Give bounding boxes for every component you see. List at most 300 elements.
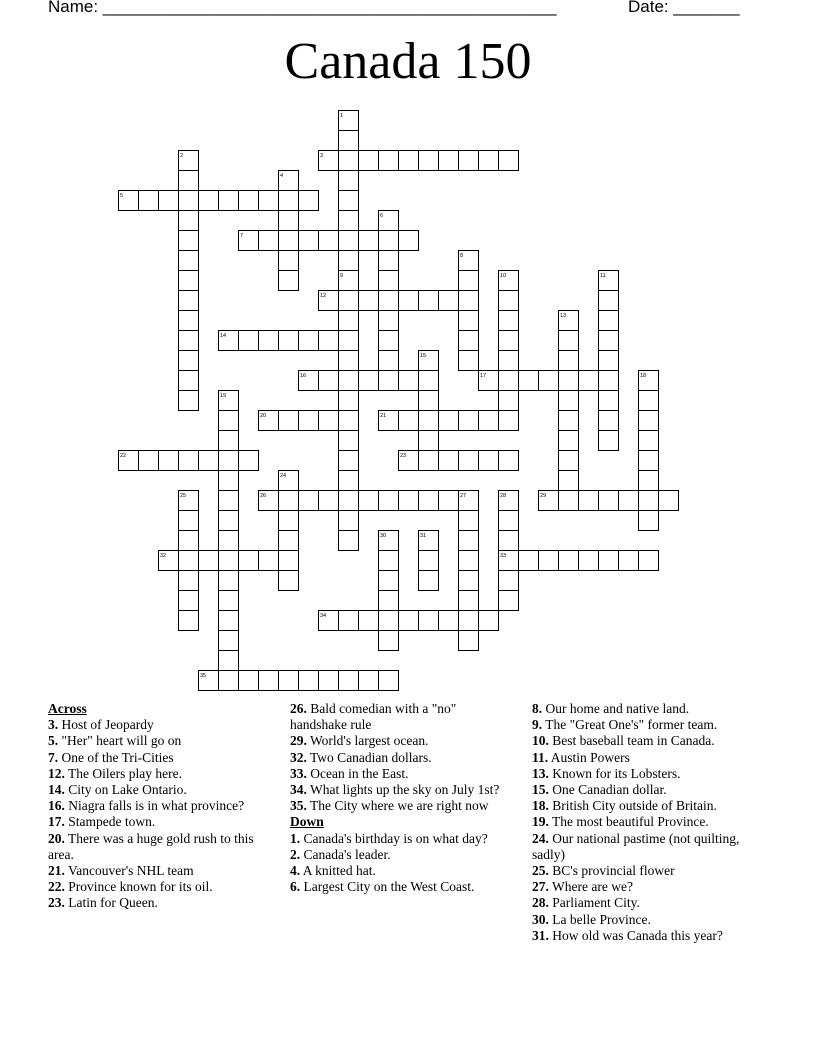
grid-cell[interactable] [359, 291, 379, 311]
grid-cell[interactable] [379, 571, 399, 591]
grid-cell[interactable] [299, 231, 319, 251]
clue-item [290, 863, 515, 879]
grid-cell[interactable] [219, 411, 239, 431]
grid-cell[interactable] [419, 431, 439, 451]
clue-number: 30. [532, 911, 549, 927]
grid-cell[interactable] [319, 371, 339, 391]
grid-cell[interactable] [639, 391, 659, 411]
grid-cell[interactable] [339, 451, 359, 471]
grid-cell[interactable] [259, 551, 279, 571]
grid-cell[interactable] [499, 311, 519, 331]
cell-number: 28 [500, 493, 507, 499]
cell-number: 18 [640, 373, 647, 379]
grid-cell[interactable] [199, 551, 219, 571]
grid-cell[interactable] [279, 551, 299, 571]
grid-cell[interactable] [399, 291, 419, 311]
cell-number: 29 [540, 493, 547, 499]
clue-number: 3. [48, 717, 59, 733]
grid-cell[interactable] [279, 231, 299, 251]
clue-item [48, 831, 273, 863]
grid-cell[interactable] [379, 231, 399, 251]
grid-cell[interactable] [179, 391, 199, 411]
grid-cell[interactable] [339, 231, 359, 251]
clue-number: 28. [532, 895, 549, 911]
grid-cell[interactable] [339, 291, 359, 311]
grid-cell[interactable] [299, 491, 319, 511]
grid-cell[interactable] [459, 311, 479, 331]
grid-cell[interactable] [319, 671, 339, 691]
grid-cell[interactable] [619, 551, 639, 571]
clue-text: Largest City on the West Coast. [300, 879, 475, 895]
grid-cell[interactable] [459, 271, 479, 291]
grid-cell[interactable] [339, 491, 359, 511]
grid-cell[interactable] [499, 371, 519, 391]
grid-cell[interactable] [499, 411, 519, 431]
grid-cell[interactable] [319, 231, 339, 251]
grid-cell[interactable] [219, 531, 239, 551]
clue-item [48, 782, 273, 798]
grid-cell[interactable] [179, 451, 199, 471]
grid-cell[interactable] [359, 231, 379, 251]
grid-cell[interactable] [339, 511, 359, 531]
grid-cell[interactable] [339, 351, 359, 371]
grid-cell[interactable] [219, 591, 239, 611]
grid-cell[interactable] [479, 411, 499, 431]
grid-cell[interactable] [579, 371, 599, 391]
grid-cell[interactable] [179, 551, 199, 571]
grid-cell[interactable] [379, 371, 399, 391]
clues-column-2 [290, 701, 515, 895]
grid-cell[interactable] [419, 151, 439, 171]
clue-text: BC's provincial flower [548, 863, 675, 879]
grid-cell[interactable] [379, 591, 399, 611]
clue-number: 10. [532, 733, 549, 749]
cell-number: 31 [420, 533, 427, 539]
grid-cell[interactable] [639, 431, 659, 451]
grid-cell[interactable] [179, 351, 199, 371]
grid-cell[interactable] [159, 451, 179, 471]
grid-cell[interactable] [479, 451, 499, 471]
grid-cell[interactable] [339, 611, 359, 631]
grid-cell[interactable] [279, 331, 299, 351]
grid-cell[interactable] [419, 551, 439, 571]
grid-cell[interactable] [299, 671, 319, 691]
grid-cell[interactable] [279, 271, 299, 291]
clue-text: How old was Canada this year? [548, 927, 723, 943]
cell-number: 4 [280, 173, 284, 179]
clue-text: World's largest ocean. [306, 733, 429, 749]
grid-cell[interactable] [219, 191, 239, 211]
grid-cell[interactable] [219, 651, 239, 671]
grid-cell[interactable] [419, 491, 439, 511]
grid-cell[interactable] [439, 151, 459, 171]
grid-cell[interactable] [379, 631, 399, 651]
clue-text: The City where we are right now [306, 798, 489, 814]
grid-cell[interactable] [279, 511, 299, 531]
grid-cell[interactable] [179, 191, 199, 211]
grid-cell[interactable] [339, 431, 359, 451]
grid-cell[interactable] [179, 311, 199, 331]
grid-cell[interactable] [559, 431, 579, 451]
cell-number: 3 [320, 153, 324, 159]
grid-cell[interactable] [179, 251, 199, 271]
clue-number: 24. [532, 830, 549, 846]
grid-cell[interactable] [219, 511, 239, 531]
cell-number: 11 [600, 273, 606, 279]
clue-number: 35. [290, 798, 307, 814]
grid-cell[interactable] [559, 471, 579, 491]
clue-number: 26. [290, 701, 307, 716]
grid-cell[interactable] [379, 271, 399, 291]
grid-cell[interactable] [639, 511, 659, 531]
grid-cell[interactable] [299, 411, 319, 431]
cell-number: 33 [500, 553, 507, 559]
grid-cell[interactable] [619, 491, 639, 511]
clue-number: 33. [290, 765, 307, 781]
cell-number: 16 [300, 373, 307, 379]
clue-number: 4. [290, 863, 301, 879]
grid-cell[interactable] [499, 331, 519, 351]
grid-cell[interactable] [259, 191, 279, 211]
grid-cell[interactable] [419, 571, 439, 591]
grid-cell[interactable] [219, 431, 239, 451]
grid-cell[interactable] [459, 631, 479, 651]
grid-cell[interactable] [599, 291, 619, 311]
grid-cell[interactable] [379, 611, 399, 631]
clue-text: Niagra falls is in what province? [64, 798, 245, 814]
grid-cell[interactable] [179, 171, 199, 191]
grid-cell[interactable] [359, 671, 379, 691]
grid-cell[interactable] [599, 491, 619, 511]
grid-cell[interactable] [379, 671, 399, 691]
clue-text: The most beautiful Province. [548, 814, 709, 830]
grid-cell[interactable] [499, 391, 519, 411]
grid-cell[interactable] [499, 531, 519, 551]
grid-cell[interactable] [499, 291, 519, 311]
grid-cell[interactable] [319, 411, 339, 431]
cell-number: 15 [420, 353, 427, 359]
clue-text: Our national pastime (not quilting, sadly) [532, 830, 740, 862]
grid-cell[interactable] [599, 391, 619, 411]
clue-number: 31. [532, 927, 549, 943]
grid-cell[interactable] [319, 491, 339, 511]
clue-number: 2. [290, 846, 301, 862]
grid-cell[interactable] [399, 611, 419, 631]
grid-cell[interactable] [339, 151, 359, 171]
grid-cell[interactable] [339, 331, 359, 351]
grid-cell[interactable] [219, 551, 239, 571]
grid-cell[interactable] [539, 551, 559, 571]
grid-cell[interactable] [419, 451, 439, 471]
grid-cell[interactable] [499, 591, 519, 611]
grid-cell[interactable] [439, 291, 459, 311]
grid-cell[interactable] [659, 491, 679, 511]
grid-cell[interactable] [339, 371, 359, 391]
grid-cell[interactable] [239, 191, 259, 211]
clue-item [532, 733, 772, 749]
grid-cell[interactable] [399, 151, 419, 171]
clue-item [532, 928, 772, 944]
clue-text: Two Canadian dollars. [306, 749, 432, 765]
grid-cell[interactable] [559, 391, 579, 411]
grid-cell[interactable] [579, 491, 599, 511]
grid-cell[interactable] [199, 451, 219, 471]
grid-cell[interactable] [399, 231, 419, 251]
grid-cell[interactable] [339, 471, 359, 491]
clue-text: Stampede town. [64, 814, 156, 830]
clue-number: 13. [532, 765, 549, 781]
clue-text: "Her" heart will go on [58, 733, 182, 749]
grid-cell[interactable] [339, 211, 359, 231]
grid-cell[interactable] [559, 451, 579, 471]
cell-number: 2 [180, 153, 184, 159]
grid-cell[interactable] [459, 611, 479, 631]
grid-cell[interactable] [379, 351, 399, 371]
grid-cell[interactable] [559, 551, 579, 571]
clue-item [290, 798, 515, 814]
grid-cell[interactable] [459, 351, 479, 371]
grid-cell[interactable] [179, 531, 199, 551]
cell-number: 10 [500, 273, 507, 279]
grid-cell[interactable] [359, 491, 379, 511]
grid-cell[interactable] [359, 611, 379, 631]
grid-cell[interactable] [239, 451, 259, 471]
clue-number: 23. [48, 895, 65, 911]
page-title: Canada 150 [284, 33, 532, 90]
clue-item [48, 863, 273, 879]
grid-cell[interactable] [459, 571, 479, 591]
grid-cell[interactable] [259, 331, 279, 351]
clue-text: One Canadian dollar. [548, 782, 667, 798]
grid-cell[interactable] [439, 611, 459, 631]
grid-cell[interactable] [639, 411, 659, 431]
clue-item [48, 895, 273, 911]
name-label: Name: ________________________________________________ [48, 0, 557, 16]
grid-cell[interactable] [239, 551, 259, 571]
grid-cell[interactable] [219, 631, 239, 651]
grid-cell[interactable] [419, 291, 439, 311]
grid-cell[interactable] [399, 491, 419, 511]
grid-cell[interactable] [319, 331, 339, 351]
grid-cell[interactable] [499, 511, 519, 531]
grid-cell[interactable] [419, 371, 439, 391]
clue-item [532, 895, 772, 911]
grid-cell[interactable] [219, 571, 239, 591]
grid-cell[interactable] [219, 491, 239, 511]
grid-cell[interactable] [599, 311, 619, 331]
grid-cell[interactable] [179, 231, 199, 251]
grid-cell[interactable] [559, 491, 579, 511]
grid-cell[interactable] [459, 531, 479, 551]
grid-cell[interactable] [379, 151, 399, 171]
grid-cell[interactable] [339, 531, 359, 551]
grid-cell[interactable] [339, 251, 359, 271]
grid-cell[interactable] [279, 411, 299, 431]
grid-cell[interactable] [599, 551, 619, 571]
grid-cell[interactable] [339, 131, 359, 151]
grid-cell[interactable] [399, 411, 419, 431]
clue-text: Vancouver's NHL team [64, 863, 194, 879]
grid-cell[interactable] [459, 151, 479, 171]
grid-cell[interactable] [239, 671, 259, 691]
grid-cell[interactable] [339, 671, 359, 691]
cell-number: 8 [460, 253, 464, 259]
clue-item [290, 782, 515, 798]
grid-cell[interactable] [459, 291, 479, 311]
grid-cell[interactable] [479, 611, 499, 631]
clue-item [532, 863, 772, 879]
clue-text: Canada's leader. [300, 846, 391, 862]
grid-cell[interactable] [559, 351, 579, 371]
grid-cell[interactable] [519, 371, 539, 391]
grid-cell[interactable] [379, 311, 399, 331]
grid-cell[interactable] [439, 451, 459, 471]
grid-cell[interactable] [459, 331, 479, 351]
grid-cell[interactable] [599, 331, 619, 351]
cell-number: 26 [260, 493, 267, 499]
grid-cell[interactable] [299, 191, 319, 211]
grid-cell[interactable] [499, 571, 519, 591]
clue-item [290, 831, 515, 847]
grid-cell[interactable] [279, 191, 299, 211]
grid-cell[interactable] [499, 451, 519, 471]
grid-cell[interactable] [459, 591, 479, 611]
grid-cell[interactable] [379, 491, 399, 511]
grid-cell[interactable] [439, 411, 459, 431]
grid-cell[interactable] [479, 151, 499, 171]
grid-cell[interactable] [419, 391, 439, 411]
grid-cell[interactable] [279, 531, 299, 551]
clue-item [48, 733, 273, 749]
grid-cell[interactable] [579, 551, 599, 571]
grid-cell[interactable] [419, 611, 439, 631]
grid-cell[interactable] [339, 171, 359, 191]
grid-cell[interactable] [179, 371, 199, 391]
grid-cell[interactable] [519, 551, 539, 571]
grid-cell[interactable] [379, 251, 399, 271]
grid-cell[interactable] [459, 511, 479, 531]
grid-cell[interactable] [179, 591, 199, 611]
grid-cell[interactable] [499, 351, 519, 371]
clue-number: 34. [290, 782, 307, 798]
clue-number: 1. [290, 830, 301, 846]
grid-cell[interactable] [379, 551, 399, 571]
clue-item [532, 831, 772, 863]
grid-cell[interactable] [459, 451, 479, 471]
grid-cell[interactable] [599, 411, 619, 431]
clue-text: Host of Jeopardy [58, 717, 154, 733]
clue-text: What lights up the sky on July 1st? [306, 782, 500, 798]
grid-cell[interactable] [279, 571, 299, 591]
clue-number: 7. [48, 749, 59, 765]
clue-item [532, 879, 772, 895]
clue-number: 5. [48, 733, 59, 749]
grid-cell[interactable] [179, 571, 199, 591]
grid-cell[interactable] [179, 611, 199, 631]
grid-cell[interactable] [279, 671, 299, 691]
cell-number: 21 [380, 413, 387, 419]
cell-number: 32 [160, 553, 167, 559]
clue-text: Best baseball team in Canada. [548, 733, 715, 749]
grid-cell[interactable] [179, 211, 199, 231]
grid-cell[interactable] [339, 191, 359, 211]
clue-item [290, 701, 515, 733]
grid-cell[interactable] [279, 251, 299, 271]
clue-number: 9. [532, 717, 543, 733]
grid-cell[interactable] [219, 451, 239, 471]
grid-cell[interactable] [559, 331, 579, 351]
grid-cell[interactable] [259, 231, 279, 251]
cell-number: 6 [380, 213, 384, 219]
clue-number: 17. [48, 814, 65, 830]
grid-cell[interactable] [139, 451, 159, 471]
clue-number: 22. [48, 879, 65, 895]
clue-number: 27. [532, 879, 549, 895]
grid-cell[interactable] [339, 391, 359, 411]
clue-number: 6. [290, 879, 301, 895]
grid-cell[interactable] [279, 491, 299, 511]
grid-cell[interactable] [139, 191, 159, 211]
grid-cell[interactable] [359, 371, 379, 391]
cell-number: 35 [200, 673, 207, 679]
grid-cell[interactable] [599, 431, 619, 451]
grid-cell[interactable] [399, 371, 419, 391]
cell-number: 9 [340, 273, 344, 279]
grid-cell[interactable] [299, 331, 319, 351]
grid-cell[interactable] [219, 611, 239, 631]
grid-cell[interactable] [639, 451, 659, 471]
grid-cell[interactable] [559, 371, 579, 391]
grid-cell[interactable] [359, 151, 379, 171]
grid-cell[interactable] [259, 671, 279, 691]
grid-cell[interactable] [439, 491, 459, 511]
grid-cell[interactable] [239, 331, 259, 351]
grid-cell[interactable] [499, 151, 519, 171]
clue-item [532, 717, 772, 733]
cell-number: 12 [320, 293, 327, 299]
grid-cell[interactable] [179, 331, 199, 351]
clue-item [48, 766, 273, 782]
grid-cell[interactable] [419, 411, 439, 431]
grid-cell[interactable] [179, 291, 199, 311]
grid-cell[interactable] [339, 411, 359, 431]
cell-number: 5 [120, 193, 124, 199]
grid-cell[interactable] [639, 491, 659, 511]
grid-cell[interactable] [459, 551, 479, 571]
grid-cell[interactable] [599, 371, 619, 391]
grid-cell[interactable] [459, 411, 479, 431]
grid-cell[interactable] [219, 671, 239, 691]
clue-text: Our home and native land. [542, 701, 690, 716]
grid-cell[interactable] [279, 211, 299, 231]
grid-cell[interactable] [199, 191, 219, 211]
grid-cell[interactable] [639, 471, 659, 491]
grid-cell[interactable] [179, 271, 199, 291]
grid-cell[interactable] [179, 511, 199, 531]
clue-text: The Oilers play here. [64, 765, 182, 781]
grid-cell[interactable] [339, 311, 359, 331]
clue-item [290, 879, 515, 895]
cell-number: 30 [380, 533, 387, 539]
grid-cell[interactable] [219, 471, 239, 491]
grid-cell[interactable] [159, 191, 179, 211]
grid-cell[interactable] [539, 371, 559, 391]
grid-cell[interactable] [599, 351, 619, 371]
grid-cell[interactable] [639, 551, 659, 571]
grid-cell[interactable] [379, 291, 399, 311]
grid-cell[interactable] [559, 411, 579, 431]
grid-cell[interactable] [379, 331, 399, 351]
